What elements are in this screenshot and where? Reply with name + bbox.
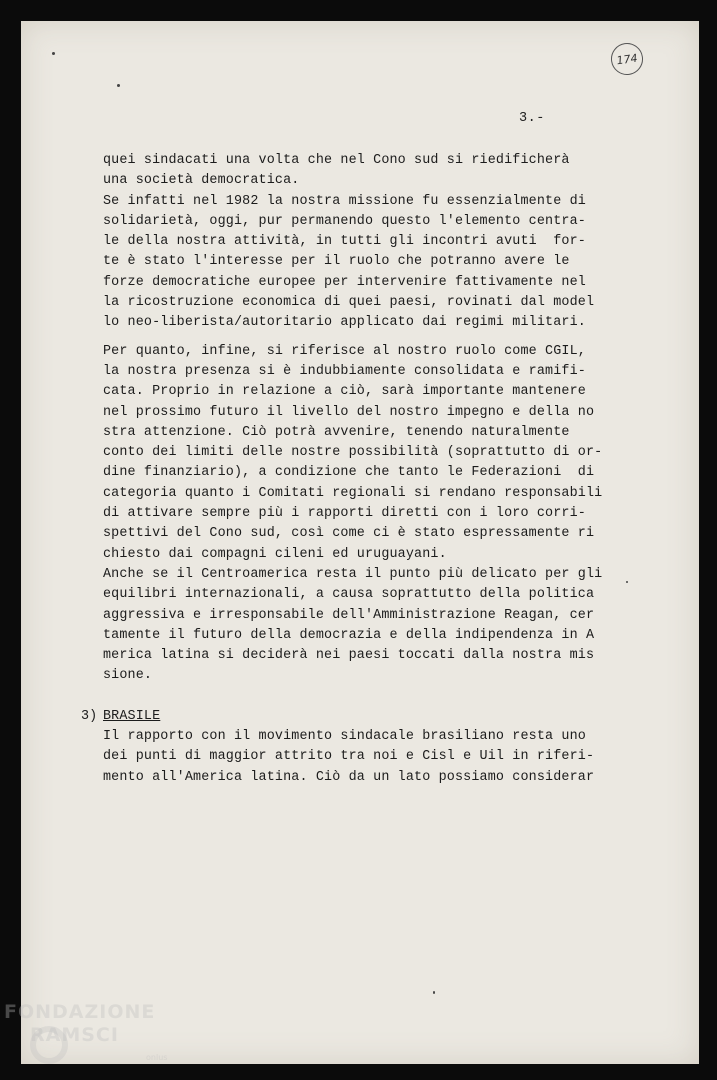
text-line: mento all'America latina. Ciò da un lato possiamo considerar (103, 769, 595, 785)
section-heading (81, 707, 603, 727)
watermark-line1: FONDAZIONE (4, 1001, 156, 1023)
text-line: Per quanto, infine, si riferisce al nostro ruolo come CGIL, (103, 343, 586, 359)
document-body (81, 151, 603, 788)
section-number: 3) (81, 708, 98, 724)
text-line: nel prossimo futuro il livello del nostro impegno e della no (103, 404, 595, 420)
text-line: quei sindacati una volta che nel Cono sud si riedificherà (103, 153, 570, 168)
text-line: categoria quanto i Comitati regionali si rendano responsabili (103, 485, 603, 501)
paper-speck (117, 84, 120, 87)
text-line: stra attenzione. Ciò potrà avvenire, tenendo naturalmente (103, 424, 570, 440)
archive-number-stamp: 174 (609, 41, 645, 77)
text-line: lo neo-liberista/autoritario applicato dai regimi militari. (103, 315, 586, 331)
text-line: te è stato l'interesse per il ruolo che potranno avere le (103, 254, 570, 270)
text-line: chiesto dai compagni cileni ed uruguayani. (103, 546, 447, 562)
text-line: forze democratiche europee per intervenire fattivamente nel (103, 274, 586, 290)
text-line: spettivi del Cono sud, così come ci è stato espressamente ri (103, 526, 595, 542)
watermark-onlus: onlus (146, 1053, 168, 1062)
text-line: Se infatti nel 1982 la nostra missione fu essenzialmente di (103, 193, 586, 209)
text-line: di attivare sempre più i rapporti diretti con i loro corri- (103, 506, 586, 522)
text-line: dei punti di maggior attrito tra noi e Cisl e Uil in riferi- (103, 749, 595, 765)
text-line: dine finanziario), a condizione che tanto le Federazioni di (103, 465, 595, 481)
section-title: BRASILE (103, 708, 161, 724)
text-line: sione. (103, 668, 153, 684)
text-line: merica latina si deciderà nei paesi toccati dalla nostra mis (103, 648, 595, 664)
text-line: conto dei limiti delle nostre possibilità (soprattutto di or- (103, 445, 603, 461)
text-line: le della nostra attività, in tutti gli incontri avuti for- (103, 234, 586, 250)
text-line: la nostra presenza si è indubbiamente consolidata e ramifi- (103, 363, 586, 379)
text-line: Anche se il Centroamerica resta il punto più delicato per gli (103, 566, 603, 582)
paragraph-gap (103, 334, 603, 342)
text-line: la ricostruzione economica di quei paesi, rovinati dal model (103, 295, 595, 311)
text-line: aggressiva e irresponsabile dell'Amministrazione Reagan, cer (103, 607, 595, 623)
text-line: tamente il futuro della democrazia e della indipendenza in A (103, 627, 595, 643)
paper-speck (52, 52, 55, 55)
watermark-logo-icon (30, 1026, 68, 1064)
watermark-line2: RAMSCI (30, 1024, 119, 1046)
paper-speck (626, 581, 628, 583)
paper-speck (433, 991, 435, 994)
text-line: Il rapporto con il movimento sindacale brasiliano resta uno (103, 729, 586, 745)
text-line: cata. Proprio in relazione a ciò, sarà importante mantenere (103, 384, 586, 400)
page-number: 3.- (519, 111, 545, 126)
fondazione-gramsci-watermark (4, 1001, 155, 1046)
text-line: una società democratica. (103, 173, 300, 189)
text-line: equilibri internazionali, a causa soprattutto della politica (103, 587, 595, 603)
text-line: solidarietà, oggi, pur permanendo questo l'elemento centra- (103, 213, 586, 229)
section-gap (103, 687, 603, 707)
